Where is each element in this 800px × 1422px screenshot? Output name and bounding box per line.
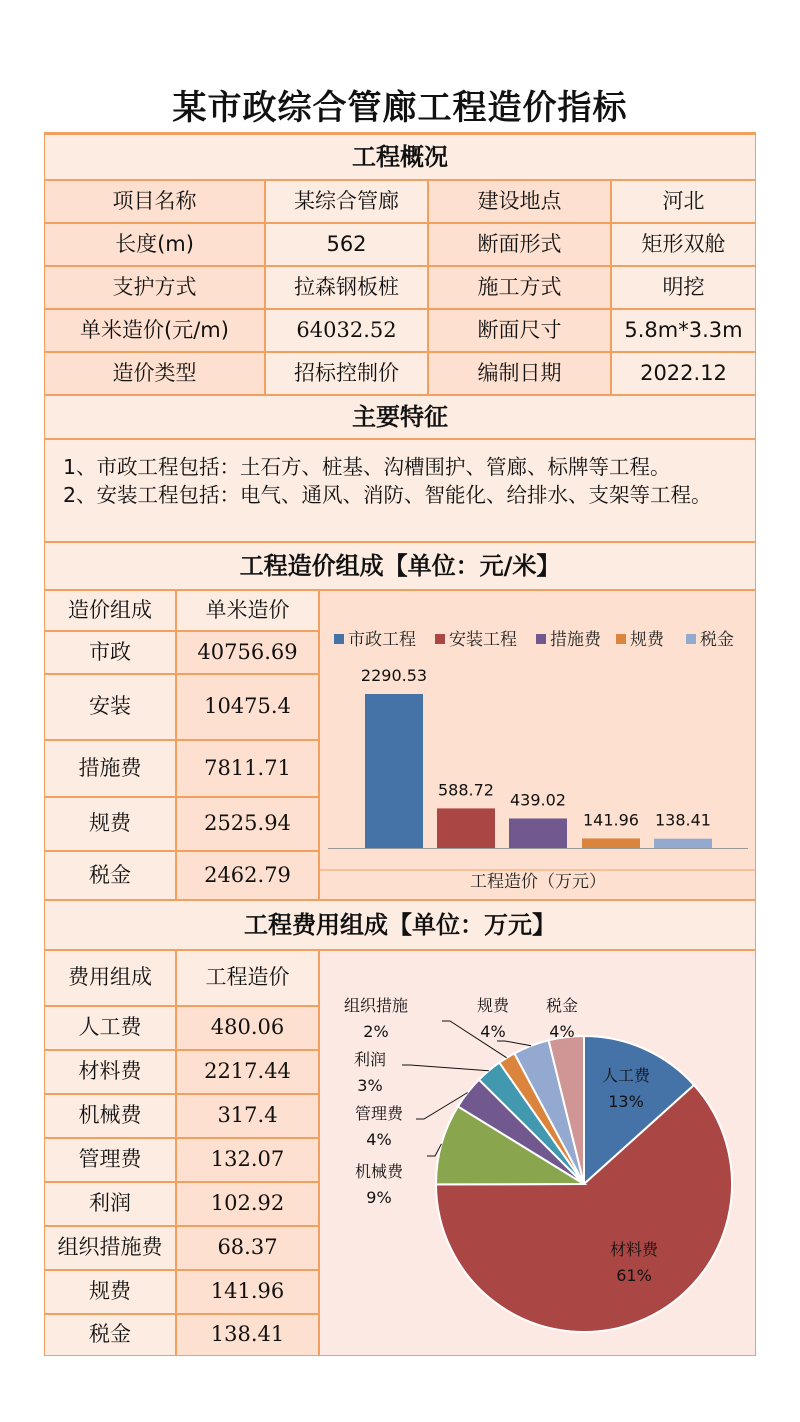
bar-data-label: 2290.53	[360, 666, 428, 685]
cost-row-label: 市政	[44, 631, 176, 674]
fee-row-label: 利润	[44, 1182, 176, 1226]
fee-row-value: 141.96	[176, 1270, 319, 1314]
bar-data-label: 588.72	[438, 780, 494, 800]
overview-label: 支护方式	[44, 266, 265, 309]
pie-slice-label: 组织措施	[343, 996, 409, 1015]
cost-row-label: 措施费	[44, 740, 176, 797]
fee-composition-header: 工程费用组成【单位：万元】	[44, 900, 756, 950]
pie-percent-label: 61%	[616, 1266, 652, 1285]
fee-row-value: 68.37	[176, 1226, 319, 1270]
overview-label: 造价类型	[44, 352, 265, 395]
bar-chart-panel	[319, 590, 756, 900]
bar-data-label: 141.96	[583, 810, 639, 830]
overview-value: 拉森钢板桩	[265, 266, 428, 309]
fee-col-header: 工程造价	[176, 950, 319, 1006]
fee-row-value: 132.07	[176, 1138, 319, 1182]
overview-value: 2022.12	[611, 352, 756, 395]
x-axis-title: 工程造价（万元）	[470, 872, 606, 892]
cost-col-header: 单米造价	[176, 590, 319, 631]
cost-row-value: 2525.94	[176, 797, 319, 851]
pie-leader-line	[497, 1041, 531, 1046]
overview-label: 项目名称	[44, 180, 265, 223]
pie-slice-label: 人工费	[601, 1066, 651, 1085]
fee-row-value: 138.41	[176, 1314, 319, 1356]
fee-row-value: 317.4	[176, 1094, 319, 1138]
pie-slice-label: 机械费	[354, 1162, 404, 1181]
pie-chart	[320, 951, 755, 1355]
overview-value: 矩形双舱	[611, 223, 756, 266]
bar	[509, 818, 567, 848]
pie-percent-label: 4%	[480, 1022, 506, 1041]
overview-label: 建设地点	[428, 180, 611, 223]
cost-row-value: 40756.69	[176, 631, 319, 674]
legend-swatch	[536, 634, 546, 644]
page-title: 某市政综合管廊工程造价指标	[172, 88, 628, 128]
pie-slice-label: 规费	[476, 996, 510, 1015]
legend-label: 安装工程	[449, 630, 517, 650]
legend-label: 市政工程	[348, 630, 416, 650]
pie-slice-label: 税金	[545, 996, 579, 1015]
legend-swatch	[435, 634, 445, 644]
fee-row-value: 102.92	[176, 1182, 319, 1226]
fee-row-label: 规费	[44, 1270, 176, 1314]
bar	[582, 838, 640, 848]
cost-row-label: 规费	[44, 797, 176, 851]
fee-col-header: 费用组成	[44, 950, 176, 1006]
overview-label: 单米造价(元/m)	[44, 309, 265, 352]
overview-label: 断面尺寸	[428, 309, 611, 352]
fee-row-label: 材料费	[44, 1050, 176, 1094]
fee-row-label: 税金	[44, 1314, 176, 1356]
overview-label: 编制日期	[428, 352, 611, 395]
bar-data-label: 439.02	[510, 790, 566, 810]
legend-swatch	[686, 634, 696, 644]
legend-label: 税金	[700, 630, 734, 650]
overview-label: 长度(m)	[44, 223, 265, 266]
pie-chart-panel	[319, 950, 756, 1356]
overview-value: 河北	[611, 180, 756, 223]
fee-row-label: 管理费	[44, 1138, 176, 1182]
feature-line-1: 1、市政工程包括：土石方、桩基、沟槽围护、管廊、标牌等工程。	[63, 455, 671, 479]
fee-row-value: 2217.44	[176, 1050, 319, 1094]
pie-percent-label: 9%	[366, 1188, 392, 1207]
overview-label: 施工方式	[428, 266, 611, 309]
overview-value: 5.8m*3.3m	[611, 309, 756, 352]
bar	[437, 808, 495, 848]
feature-line-2: 2、安装工程包括：电气、通风、消防、智能化、给排水、支架等工程。	[63, 483, 712, 507]
overview-value: 某综合管廊	[265, 180, 428, 223]
cost-row-value: 10475.4	[176, 674, 319, 740]
cost-col-header: 造价组成	[44, 590, 176, 631]
pie-percent-label: 2%	[363, 1022, 389, 1041]
cost-row-value: 2462.79	[176, 851, 319, 900]
bar	[654, 839, 712, 848]
fee-row-value: 480.06	[176, 1006, 319, 1050]
pie-percent-label: 3%	[357, 1076, 383, 1095]
legend-swatch	[334, 634, 344, 644]
cost-composition-header: 工程造价组成【单位：元/米】	[44, 542, 756, 590]
overview-value: 562	[265, 223, 428, 266]
overview-value: 明挖	[611, 266, 756, 309]
overview-label: 断面形式	[428, 223, 611, 266]
legend-label: 规费	[630, 630, 664, 650]
bar	[365, 694, 423, 848]
cost-row-value: 7811.71	[176, 740, 319, 797]
pie-slice-label: 利润	[353, 1050, 387, 1069]
pie-percent-label: 4%	[366, 1130, 392, 1149]
overview-value: 招标控制价	[265, 352, 428, 395]
pie-leader-line	[402, 1065, 489, 1071]
fee-row-label: 组织措施费	[44, 1226, 176, 1270]
features-text	[44, 439, 756, 542]
pie-slice-label: 材料费	[609, 1240, 659, 1259]
pie-percent-label: 13%	[608, 1092, 644, 1111]
cost-row-label: 税金	[44, 851, 176, 900]
cost-row-label: 安装	[44, 674, 176, 740]
pie-percent-label: 4%	[549, 1022, 575, 1041]
overview-value: 64032.52	[265, 309, 428, 352]
legend-swatch	[616, 634, 626, 644]
bar-data-label: 138.41	[655, 810, 711, 830]
overview-header: 工程概况	[44, 134, 756, 180]
legend-label: 措施费	[550, 630, 601, 650]
pie-slice-label: 管理费	[354, 1104, 404, 1123]
features-header: 主要特征	[44, 395, 756, 439]
fee-row-label: 人工费	[44, 1006, 176, 1050]
bar-chart	[320, 591, 755, 899]
fee-row-label: 机械费	[44, 1094, 176, 1138]
